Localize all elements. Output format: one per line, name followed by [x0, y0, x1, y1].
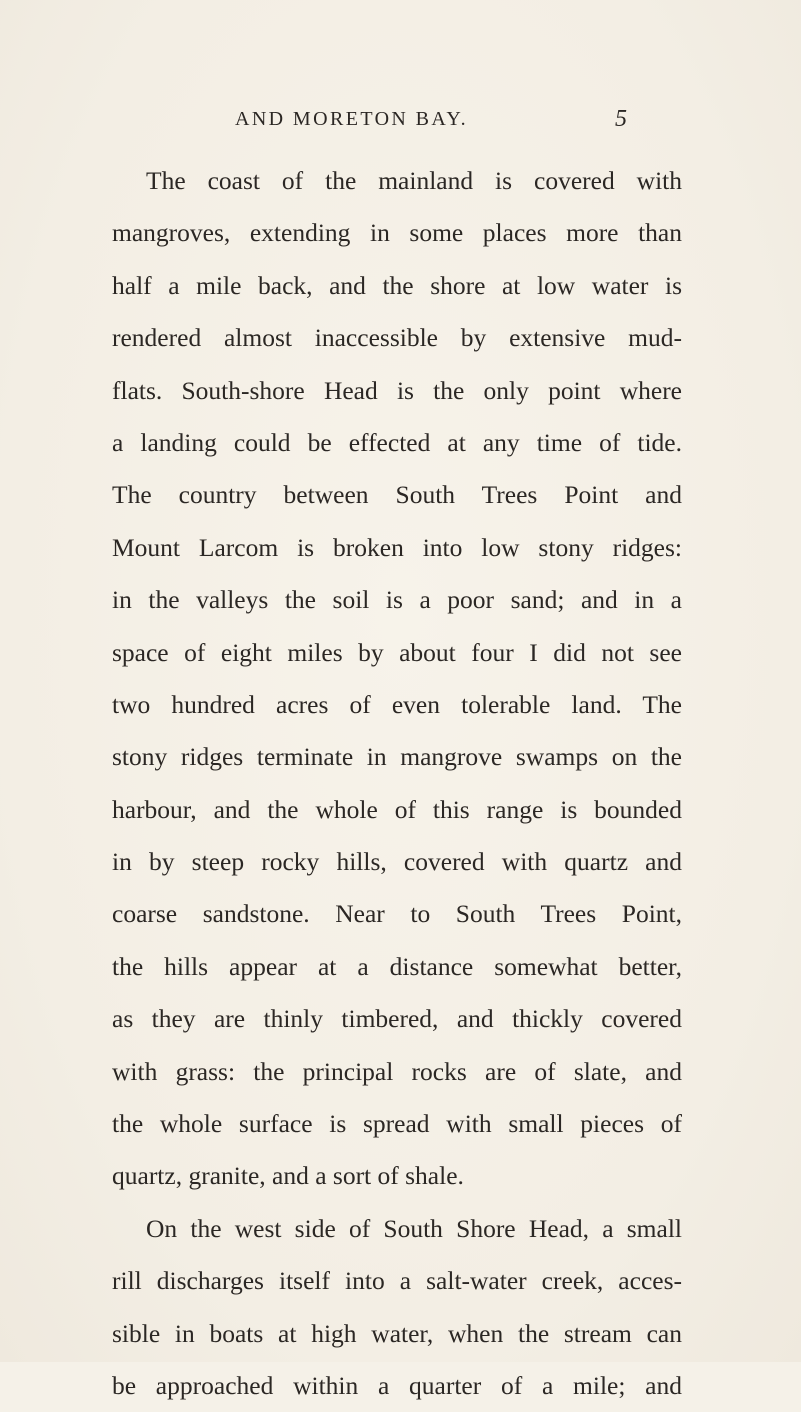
text-line: space of eight miles by about four I did not see [112, 637, 682, 667]
text-line: be approached within a quarter of a mile; and [112, 1370, 682, 1400]
text-line: sible in boats at high water, when the stream can [112, 1318, 682, 1348]
text-line: two hundred acres of even tolerable land. The [112, 689, 682, 719]
text-line: as they are thinly timbered, and thickly covered [112, 1004, 682, 1034]
text-line: harbour, and the whole of this range is bounded [112, 794, 682, 824]
text-line: a landing could be effected at any time of tide. [112, 427, 682, 457]
text-line: the whole surface is spread with small pieces of [112, 1109, 682, 1139]
text-line: coarse sandstone. Near to South Trees Point, [112, 899, 682, 929]
text-line: quartz, granite, and a sort of shale. [112, 1161, 464, 1191]
text-line: The coast of the mainland is covered with [146, 166, 682, 195]
text-line: Mount Larcom is broken into low stony ridges: [112, 532, 682, 562]
body-text [112, 155, 682, 1412]
text-line: half a mile back, and the shore at low water is [112, 270, 682, 300]
text-line: rendered almost inaccessible by extensive mud- [112, 323, 682, 353]
text-line: rill discharges itself into a salt-water creek, acces- [112, 1266, 682, 1296]
text-line: the hills appear at a distance somewhat better, [112, 951, 682, 981]
text-line: The country between South Trees Point and [112, 480, 682, 510]
text-line: stony ridges terminate in mangrove swamps on the [112, 742, 682, 772]
text-line: On the west side of South Shore Head, a small [146, 1213, 682, 1243]
text-line: with grass: the principal rocks are of slate, and [112, 1056, 682, 1086]
text-line: flats. South-shore Head is the only point where [112, 375, 682, 405]
text-line: mangroves, extending in some places more than [112, 218, 682, 248]
text-line: in the valleys the soil is a poor sand; and in a [112, 585, 682, 615]
page-number: 5 [615, 106, 627, 132]
running-title: AND MORETON BAY. [235, 108, 469, 130]
text-line: in by steep rocky hills, covered with quartz and [112, 847, 682, 877]
running-head [0, 104, 801, 134]
